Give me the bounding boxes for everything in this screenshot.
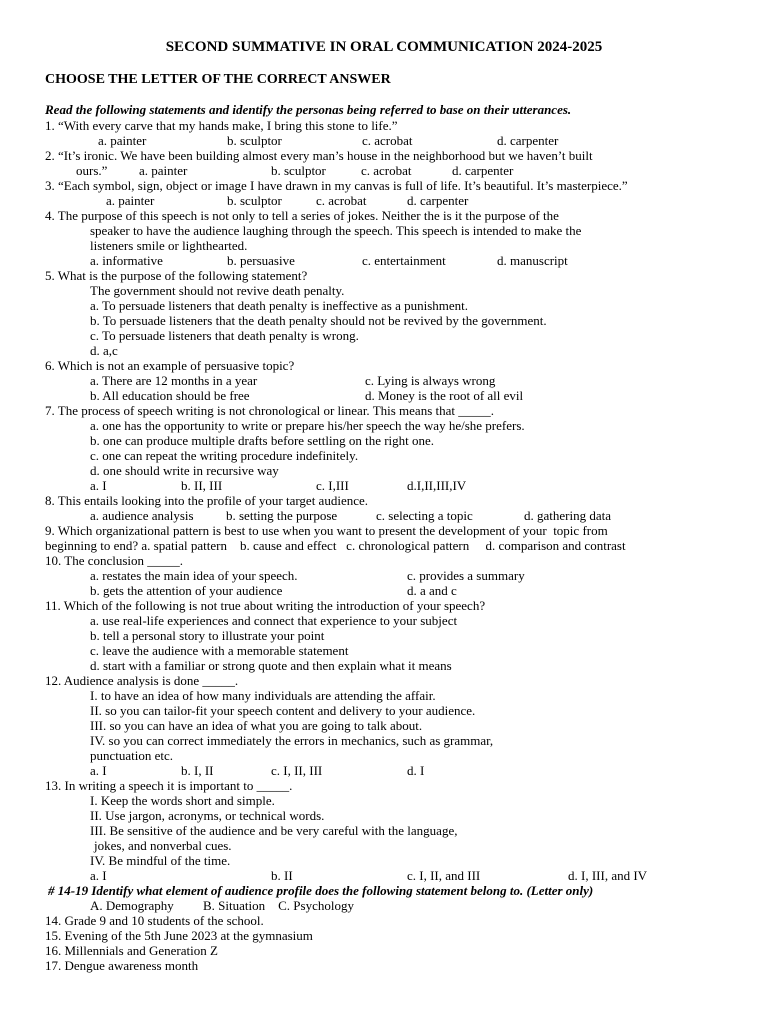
option: d. carpenter [452,163,514,178]
statement-item: I. Keep the words short and simple. [90,793,275,808]
option: d. a,c [90,343,118,358]
option: a. There are 12 months in a year [90,373,258,388]
option: a. I [90,478,107,493]
question-1: 1. “With every carve that my hands make, I bring this stone to life.” [45,118,398,133]
option: c. I, II, and III [407,868,481,883]
option: b. gets the attention of your audience [90,583,283,598]
option: a. painter [106,193,155,208]
option: b. II, III [181,478,223,493]
question-9: 9. Which organizational pattern is best to use when you want to present the development of your topic from [45,523,608,538]
option: c. acrobat [361,163,412,178]
instruction: Read the following statements and identify the personas being referred to base on their utterances. [45,102,572,117]
option: a. informative [90,253,163,268]
question-13: 13. In writing a speech it is important to _____. [45,778,293,793]
option: b. To persuade listeners that the death penalty should not be revived by the government. [90,313,547,328]
question-7: 7. The process of speech writing is not chronological or linear. This means that _____. [45,403,495,418]
statement: The government should not revive death penalty. [90,283,345,298]
option: d. start with a familiar or strong quote and then explain what it means [90,658,452,673]
option: b. sculptor [227,193,282,208]
option: d. carpenter [497,133,559,148]
statement-item: jokes, and nonverbal cues. [94,838,232,853]
question-3: 3. “Each symbol, sign, object or image I have drawn in my canvas is full of life. It’s beautiful. It’s masterpiece.” [45,178,628,193]
option: b. sculptor [227,133,282,148]
question-continuation: listeners smile or lighthearted. [90,238,248,253]
section-instruction: # 14-19 Identify what element of audience profile does the following statement belong to. (Letter only) [48,883,594,898]
option: c. selecting a topic [376,508,473,523]
option: a. To persuade listeners that death penalty is ineffective as a punishment. [90,298,469,313]
statement-item: punctuation etc. [90,748,174,763]
option: b. sculptor [271,163,326,178]
option: d. gathering data [524,508,611,523]
item-17: 17. Dengue awareness month [45,958,199,973]
option: a. I [90,763,107,778]
option: d. Money is the root of all evil [365,388,524,403]
question-11: 11. Which of the following is not true about writing the introduction of your speech? [45,598,486,613]
statement-item: III. Be sensitive of the audience and be very careful with the language, [90,823,458,838]
item-16: 16. Millennials and Generation Z [45,943,218,958]
question-5: 5. What is the purpose of the following statement? [45,268,308,283]
option: d.I,II,III,IV [407,478,467,493]
section-heading: CHOOSE THE LETTER OF THE CORRECT ANSWER [45,72,391,87]
option: a. painter [98,133,147,148]
statement-item: II. Use jargon, acronyms, or technical words. [90,808,325,823]
option: b. I, II [181,763,214,778]
option: c. provides a summary [407,568,525,583]
statement-item: d. one should write in recursive way [90,463,279,478]
option: d. I [407,763,425,778]
question-continuation: speaker to have the audience laughing through the speech. This speech is intended to make the [90,223,582,238]
statement-item: c. one can repeat the writing procedure indefinitely. [90,448,359,463]
option: c. To persuade listeners that death penalty is wrong. [90,328,359,343]
statement-item: III. so you can have an idea of what you are going to talk about. [90,718,423,733]
item-14: 14. Grade 9 and 10 students of the school. [45,913,264,928]
question-6: 6. Which is not an example of persuasive topic? [45,358,295,373]
question-12: 12. Audience analysis is done _____. [45,673,239,688]
option: b. tell a personal story to illustrate your point [90,628,325,643]
option: c. acrobat [316,193,367,208]
option: b. persuasive [227,253,295,268]
option: a. use real-life experiences and connect that experience to your subject [90,613,458,628]
option: c. I,III [316,478,349,493]
option: a. restates the main idea of your speech. [90,568,298,583]
option: d. a and c [407,583,457,598]
option: b. setting the purpose [226,508,338,523]
statement-item: I. to have an idea of how many individuals are attending the affair. [90,688,436,703]
option: c. Lying is always wrong [365,373,496,388]
option: c. leave the audience with a memorable statement [90,643,349,658]
option: a. I [90,868,107,883]
statement-item: b. one can produce multiple drafts before settling on the right one. [90,433,435,448]
option: c. acrobat [362,133,413,148]
question-8: 8. This entails looking into the profile of your target audience. [45,493,369,508]
statement-item: IV. Be mindful of the time. [90,853,231,868]
question-10: 10. The conclusion _____. [45,553,184,568]
question-continuation: beginning to end? a. spatial pattern b. cause and effect c. chronological pattern d. comparison and contrast [45,538,626,553]
statement-item: II. so you can tailor-fit your speech content and delivery to your audience. [90,703,476,718]
question-4: 4. The purpose of this speech is not only to tell a series of jokes. Neither the is it the purpose of the [45,208,559,223]
item-15: 15. Evening of the 5th June 2023 at the gymnasium [45,928,313,943]
option: d. I, III, and IV [568,868,648,883]
page-title: SECOND SUMMATIVE IN ORAL COMMUNICATION 2024-2025 [165,39,603,55]
option: b. II [271,868,293,883]
option: c. I, II, III [271,763,323,778]
option: d. manuscript [497,253,568,268]
option: d. carpenter [407,193,469,208]
statement-item: a. one has the opportunity to write or prepare his/her speech the way he/she prefers. [90,418,525,433]
question-2: 2. “It’s ironic. We have been building almost every man’s house in the neighborhood but we haven’t built [45,148,593,163]
option: a. audience analysis [90,508,194,523]
option: b. All education should be free [90,388,250,403]
statement-item: IV. so you can correct immediately the errors in mechanics, such as grammar, [90,733,494,748]
choices: A. Demography B. Situation C. Psychology [90,898,354,913]
question-continuation: ours.” [76,163,108,178]
option: a. painter [139,163,188,178]
option: c. entertainment [362,253,446,268]
